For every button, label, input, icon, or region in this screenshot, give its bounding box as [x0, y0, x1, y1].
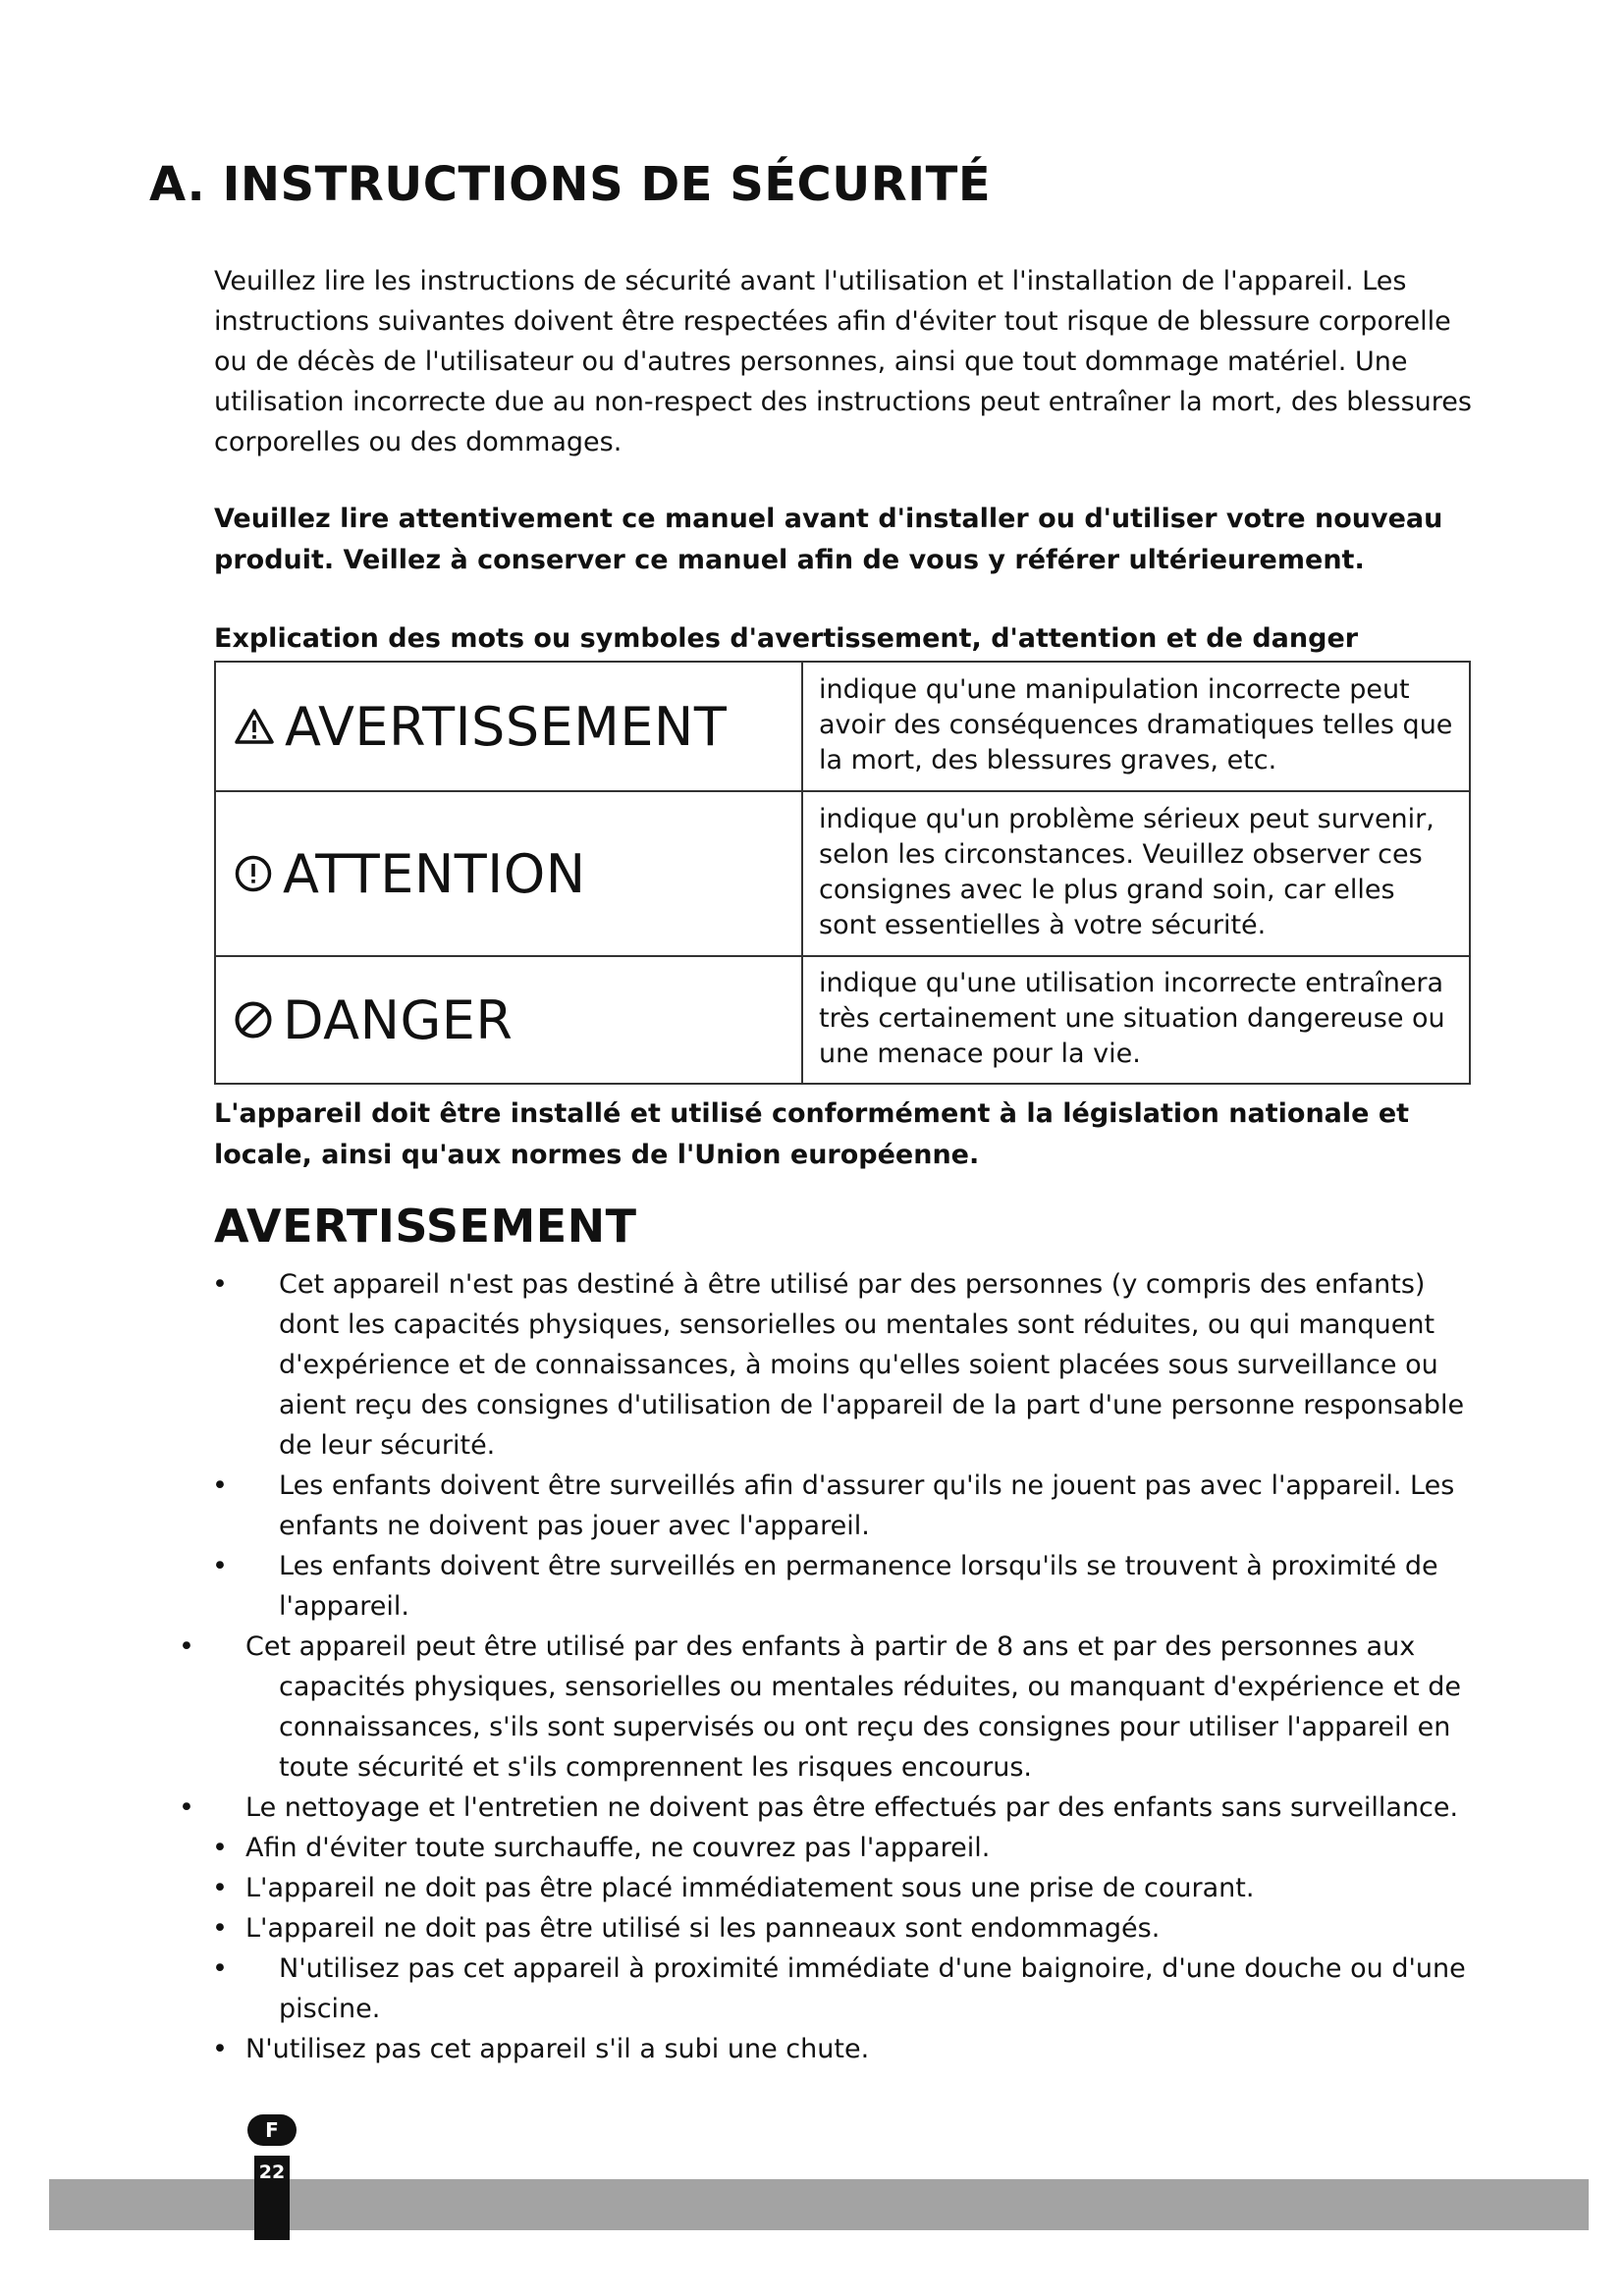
- signal-row-danger: [215, 956, 1470, 1084]
- list-item-text: Les enfants doivent être surveillés en permanence lorsqu'ils se trouvent à proximité de l'appareil.: [279, 1551, 1438, 1622]
- bullet-icon: •: [212, 1913, 228, 1944]
- legal-note: L'appareil doit être installé et utilisé conformément à la législation nationale et locale, ainsi qu'aux normes de l'Union européenne.: [214, 1098, 1410, 1170]
- list-item-text: N'utilisez pas cet appareil s'il a subi une chute.: [245, 2034, 870, 2064]
- warning-heading: AVERTISSEMENT: [214, 1200, 637, 1253]
- prohibition-icon: [234, 1000, 273, 1040]
- bullet-icon: •: [212, 1953, 228, 1984]
- list-item-text: Cet appareil n'est pas destiné à être utilisé par des personnes (y compris des enfants) dont les capacités physiques, sensorielles ou mentales sont réduites, ou qui manquent d'expérience et de connaissances, à moins qu'elles soient placées sous surveillance ou aient reçu des consignes d'utilisation de l'appareil de la part d'une personne responsable de leur sécurité.: [279, 1269, 1465, 1461]
- list-item: [0, 1546, 1624, 1627]
- list-item-text: L'appareil ne doit pas être placé immédiatement sous une prise de courant.: [245, 1873, 1255, 1903]
- list-item: [0, 2029, 1624, 2069]
- list-item: • Le nettoyage et l'entretien ne doivent pas être effectués par des enfants sans surveillance.: [179, 1792, 1459, 1823]
- list-item: [0, 1828, 1624, 1868]
- language-badge: F: [247, 2114, 297, 2146]
- bullet-icon: •: [212, 1833, 228, 1863]
- signal-word-danger: DANGER: [283, 988, 514, 1051]
- signal-words-table: [214, 661, 1471, 1085]
- list-item-text: L'appareil ne doit pas être utilisé si les panneaux sont endommagés.: [245, 1913, 1161, 1944]
- bullet-icon: •: [212, 1873, 228, 1903]
- list-item: • Cet appareil peut être utilisé par des enfants à partir de 8 ans et par des personnes aux capacités physiques, sensorielles ou mentales réduites, ou manquant d'expérience et de connaissances, s'ils sont supervisés ou ont reçu des consignes pour utiliser l'appareil en toute sécurité et s'ils comprennent les risques encourus.: [179, 1631, 1462, 1783]
- bullet-icon: •: [212, 1269, 228, 1300]
- signal-word-warning: AVERTISSEMENT: [285, 695, 728, 758]
- list-item: [0, 1466, 1624, 1546]
- signal-word-attention: ATTENTION: [283, 842, 586, 905]
- list-item-text: N'utilisez pas cet appareil à proximité immédiate d'une baignoire, d'une douche ou d'une piscine.: [279, 1953, 1466, 2024]
- read-manual-note: Veuillez lire attentivement ce manuel avant d'installer ou d'utiliser votre nouveau produit. Veillez à conserver ce manuel afin de vous y référer ultérieurement.: [214, 504, 1443, 575]
- bullet-icon: •: [212, 2034, 228, 2064]
- list-item-text: Afin d'éviter toute surchauffe, ne couvrez pas l'appareil.: [245, 1833, 991, 1863]
- exclamation-circle-icon: [234, 854, 273, 893]
- list-item: [0, 1949, 1624, 2029]
- section-title: A. INSTRUCTIONS DE SÉCURITÉ: [149, 157, 992, 212]
- list-item-text: Le nettoyage et l'entretien ne doivent pas être effectués par des enfants sans surveillance.: [245, 1792, 1459, 1823]
- signal-words-heading: Explication des mots ou symboles d'avertissement, d'attention et de danger: [214, 623, 1359, 654]
- warning-list: [0, 1264, 1624, 2069]
- signal-row-attention: [215, 791, 1470, 956]
- signal-desc-attention: indique qu'un problème sérieux peut survenir, selon les circonstances. Veuillez observer ces consignes avec le plus grand soin, car elles sont essentielles à votre sécurité.: [802, 791, 1470, 956]
- list-item: [0, 1264, 1624, 1466]
- list-item-text: Les enfants doivent être surveillés afin d'assurer qu'ils ne jouent pas avec l'appareil. Les enfants ne doivent pas jouer avec l'appareil.: [279, 1470, 1455, 1541]
- bullet-icon: •: [212, 1551, 228, 1581]
- signal-desc-danger: indique qu'une utilisation incorrecte entraînera très certainement une situation dangereuse ou une menace pour la vie.: [802, 956, 1470, 1084]
- list-item: [0, 1908, 1624, 1949]
- warning-triangle-icon: [234, 708, 275, 745]
- bullet-icon: •: [212, 1470, 228, 1501]
- intro-paragraph: Veuillez lire les instructions de sécurité avant l'utilisation et l'installation de l'appareil. Les instructions suivantes doivent être respectées afin d'éviter tout risque de blessure corporelle ou de décès de l'utilisateur ou d'autres personnes, ainsi que tout dommage matériel. Une utilisation incorrecte due au non-respect des instructions peut entraîner la mort, des blessures corporelles ou des dommages.: [214, 266, 1472, 457]
- signal-desc-warning: indique qu'une manipulation incorrecte peut avoir des conséquences dramatiques telles que la mort, des blessures graves, etc.: [802, 662, 1470, 791]
- page-number: 22: [258, 2162, 286, 2183]
- list-item: [0, 1868, 1624, 1908]
- signal-row-warning: [215, 662, 1470, 791]
- page-number-tab: [254, 2156, 290, 2240]
- list-item-text: Cet appareil peut être utilisé par des enfants à partir de 8 ans et par des personnes aux capacités physiques, sensorielles ou mentales réduites, ou manquant d'expérience et de connaissances, s'ils sont supervisés ou ont reçu des consignes pour utiliser l'appareil en toute sécurité et s'ils comprennent les risques encourus.: [245, 1631, 1462, 1783]
